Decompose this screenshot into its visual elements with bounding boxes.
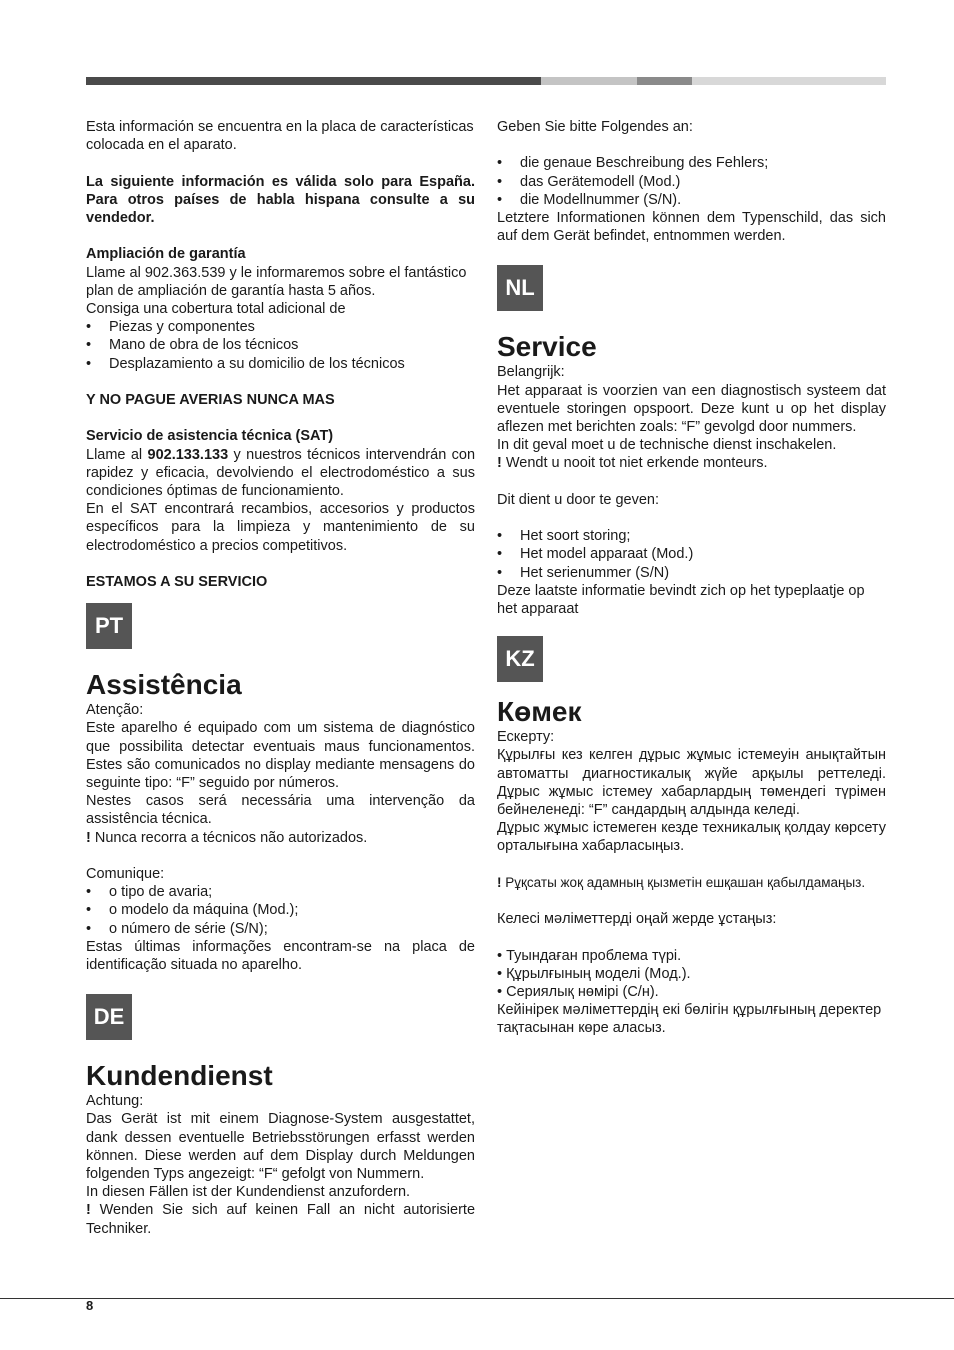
pt-text-3: Estas últimas informações encontram-se na placa de identificação situada no aparelho.: [86, 938, 475, 974]
pt-communicate: Comunique:: [86, 866, 165, 883]
right-column: [497, 118, 886, 1038]
sat-phone: 902.133.133: [147, 446, 229, 463]
kz-warning: ! Рұқсаты жоқ адамның қызметін ешқашан қабылдамаңыз.: [497, 874, 866, 890]
nl-text-3: Deze laatste informatie bevindt zich op het typeplaatje op het apparaat: [497, 582, 865, 618]
list-item: • Сериялық нөмірі (С/н).: [497, 984, 659, 1001]
list-item: • Het soort storing;: [497, 528, 631, 545]
pt-title: Assistência: [86, 669, 242, 701]
nl-language-badge: NL: [497, 265, 543, 311]
exclamation-icon: !: [497, 874, 502, 890]
es-warranty-title: Ampliación de garantía: [86, 246, 246, 263]
de-language-badge: DE: [86, 994, 132, 1040]
nl-list: [497, 527, 886, 582]
bar-segment-dark: [86, 77, 541, 85]
list-item: • die Modellnummer (S/N).: [497, 191, 682, 208]
de-text-1: Das Gerät ist mit einem Diagnose-System ausgestattet, dank dessen eventuelle Betriebsstörungen erfasst werden können. Diese werden auf dem Display durch Meldungen folgenden Typs angezeigt: “F“ gefolgt von Nummern.: [86, 1111, 475, 1183]
nl-give: Dit dient u door te geven:: [497, 491, 660, 508]
list-item: • Het serienummer (S/N): [497, 564, 670, 581]
kz-text-1: Құрылғы кез келген дұрыс жұмыс істемеуін анықтайтын автоматты диагностикалық жүйе арқылы реттеледі. Дұрыс жұмыс істемеу хабарлардың төмендегі түрімен бейнеленеді: “F” сандардың алдында келеді.: [497, 747, 886, 819]
es-warranty-list: [86, 318, 475, 373]
es-no-pague: Y NO PAGUE AVERIAS NUNCA MAS: [86, 392, 335, 408]
nl-attention: Belangrijk:: [497, 364, 565, 381]
de-title: Kundendienst: [86, 1060, 273, 1092]
list-item: • o tipo de avaria;: [86, 884, 213, 901]
pt-warning: ! Nunca recorra a técnicos não autorizados.: [86, 829, 368, 846]
bar-segment-mid: [637, 77, 692, 85]
es-sat-text-2: En el SAT encontrará recambios, accesorios y productos específicos para la limpieza y mantenimiento de su electrodoméstico a precios competitivos.: [86, 501, 475, 554]
pt-attention: Atenção:: [86, 702, 144, 719]
nl-title: Service: [497, 331, 597, 363]
list-item: • o modelo da máquina (Mod.);: [86, 902, 299, 919]
page-number: 8: [86, 1298, 94, 1313]
list-item: • Desplazamiento a su domicilio de los técnicos: [86, 355, 405, 372]
kz-language-badge: KZ: [497, 636, 543, 682]
pt-list: [86, 883, 475, 938]
left-column: [86, 118, 475, 1238]
es-warranty-text: Llame al 902.363.539 y le informaremos sobre el fantástico plan de ampliación de garantía hasta 5 años.: [86, 264, 467, 299]
list-item: • Piezas y componentes: [86, 319, 255, 336]
exclamation-icon: !: [86, 829, 91, 846]
exclamation-icon: !: [497, 455, 502, 472]
de-warning: ! Wenden Sie sich auf keinen Fall an nicht autorisierte Techniker.: [86, 1202, 476, 1237]
nl-warning: ! Wendt u nooit tot niet erkende monteurs.: [497, 455, 768, 472]
list-item: • Mano de obra de los técnicos: [86, 337, 299, 354]
de-list: [497, 154, 886, 209]
footer-divider: [0, 1298, 954, 1299]
nl-text-1: Het apparaat is voorzien van een diagnostisch systeem dat eventuele storingen opspoort. Deze kunt u op het display aflezen met berichten zoals: “F” gevolgd door nummers.: [497, 382, 886, 436]
exclamation-icon: !: [86, 1202, 91, 1219]
kz-attention: Ескерту:: [497, 729, 555, 746]
es-sat-title: Servicio de asistencia técnica (SAT): [86, 428, 334, 445]
kz-give: Келесі мәліметтерді оңай жерде ұстаңыз:: [497, 911, 777, 928]
de-attention: Achtung:: [86, 1093, 144, 1110]
bar-segment-lighter: [692, 77, 886, 85]
list-item: • die genaue Beschreibung des Fehlers;: [497, 155, 769, 172]
list-item: • das Gerätemodell (Mod.): [497, 173, 681, 190]
de-text-2: In diesen Fällen ist der Kundendienst anzufordern.: [86, 1184, 411, 1201]
kz-text-2: Дұрыс жұмыс істемеген кезде техникалық қолдау көрсету орталығына хабарласыңыз.: [497, 820, 886, 855]
list-item: • o número de série (S/N);: [86, 920, 268, 937]
top-decorative-bar: [86, 77, 886, 85]
de-give: Geben Sie bitte Folgendes an:: [497, 119, 693, 135]
bullet: •: [86, 337, 92, 354]
bullet: •: [86, 319, 92, 336]
kz-title: Көмек: [497, 696, 582, 728]
pt-text-2: Nestes casos será necessária uma intervenção da assistência técnica.: [86, 793, 475, 828]
es-spain-notice: La siguiente información es válida solo para España. Para otros países de habla hispana consulte a su vendedor.: [86, 173, 475, 226]
es-estamos: ESTAMOS A SU SERVICIO: [86, 574, 268, 590]
kz-text-3: Кейінірек мәліметтердің екі бөлігін құрылғының деректер тақтасынан көре аласыз.: [497, 1002, 882, 1037]
pt-text-1: Este aparelho é equipado com um sistema de diagnóstico que possibilita detectar eventuais maus funcionamentos. Estes são comunicados no display mediante mensagens do seguinte tipo: “F” seguido por números.: [86, 720, 475, 792]
es-warranty-text-2: Consiga una cobertura total adicional de: [86, 301, 346, 317]
list-item: • Құрылғының моделі (Мод.).: [497, 965, 691, 982]
es-sat-text: Llame al 902.133.133 y nuestros técnicos intervendrán con rapidez y eficacia, devolviendo el electrodoméstico a sus condiciones óptimas de funcionamiento.: [86, 446, 476, 499]
de-text-3: Letztere Informationen können dem Typenschild, das sich auf dem Gerät befindet, entnommen werden.: [497, 210, 886, 245]
list-item: • Het model apparaat (Mod.): [497, 546, 694, 563]
nl-text-2: In dit geval moet u de technische dienst inschakelen.: [497, 437, 837, 454]
bullet: •: [86, 355, 92, 372]
list-item: • Туындаған проблема түрі.: [497, 947, 682, 964]
es-intro: Esta información se encuentra en la placa de características colocada en el aparato.: [86, 119, 474, 154]
bar-segment-light: [541, 77, 637, 85]
pt-language-badge: PT: [86, 603, 132, 649]
